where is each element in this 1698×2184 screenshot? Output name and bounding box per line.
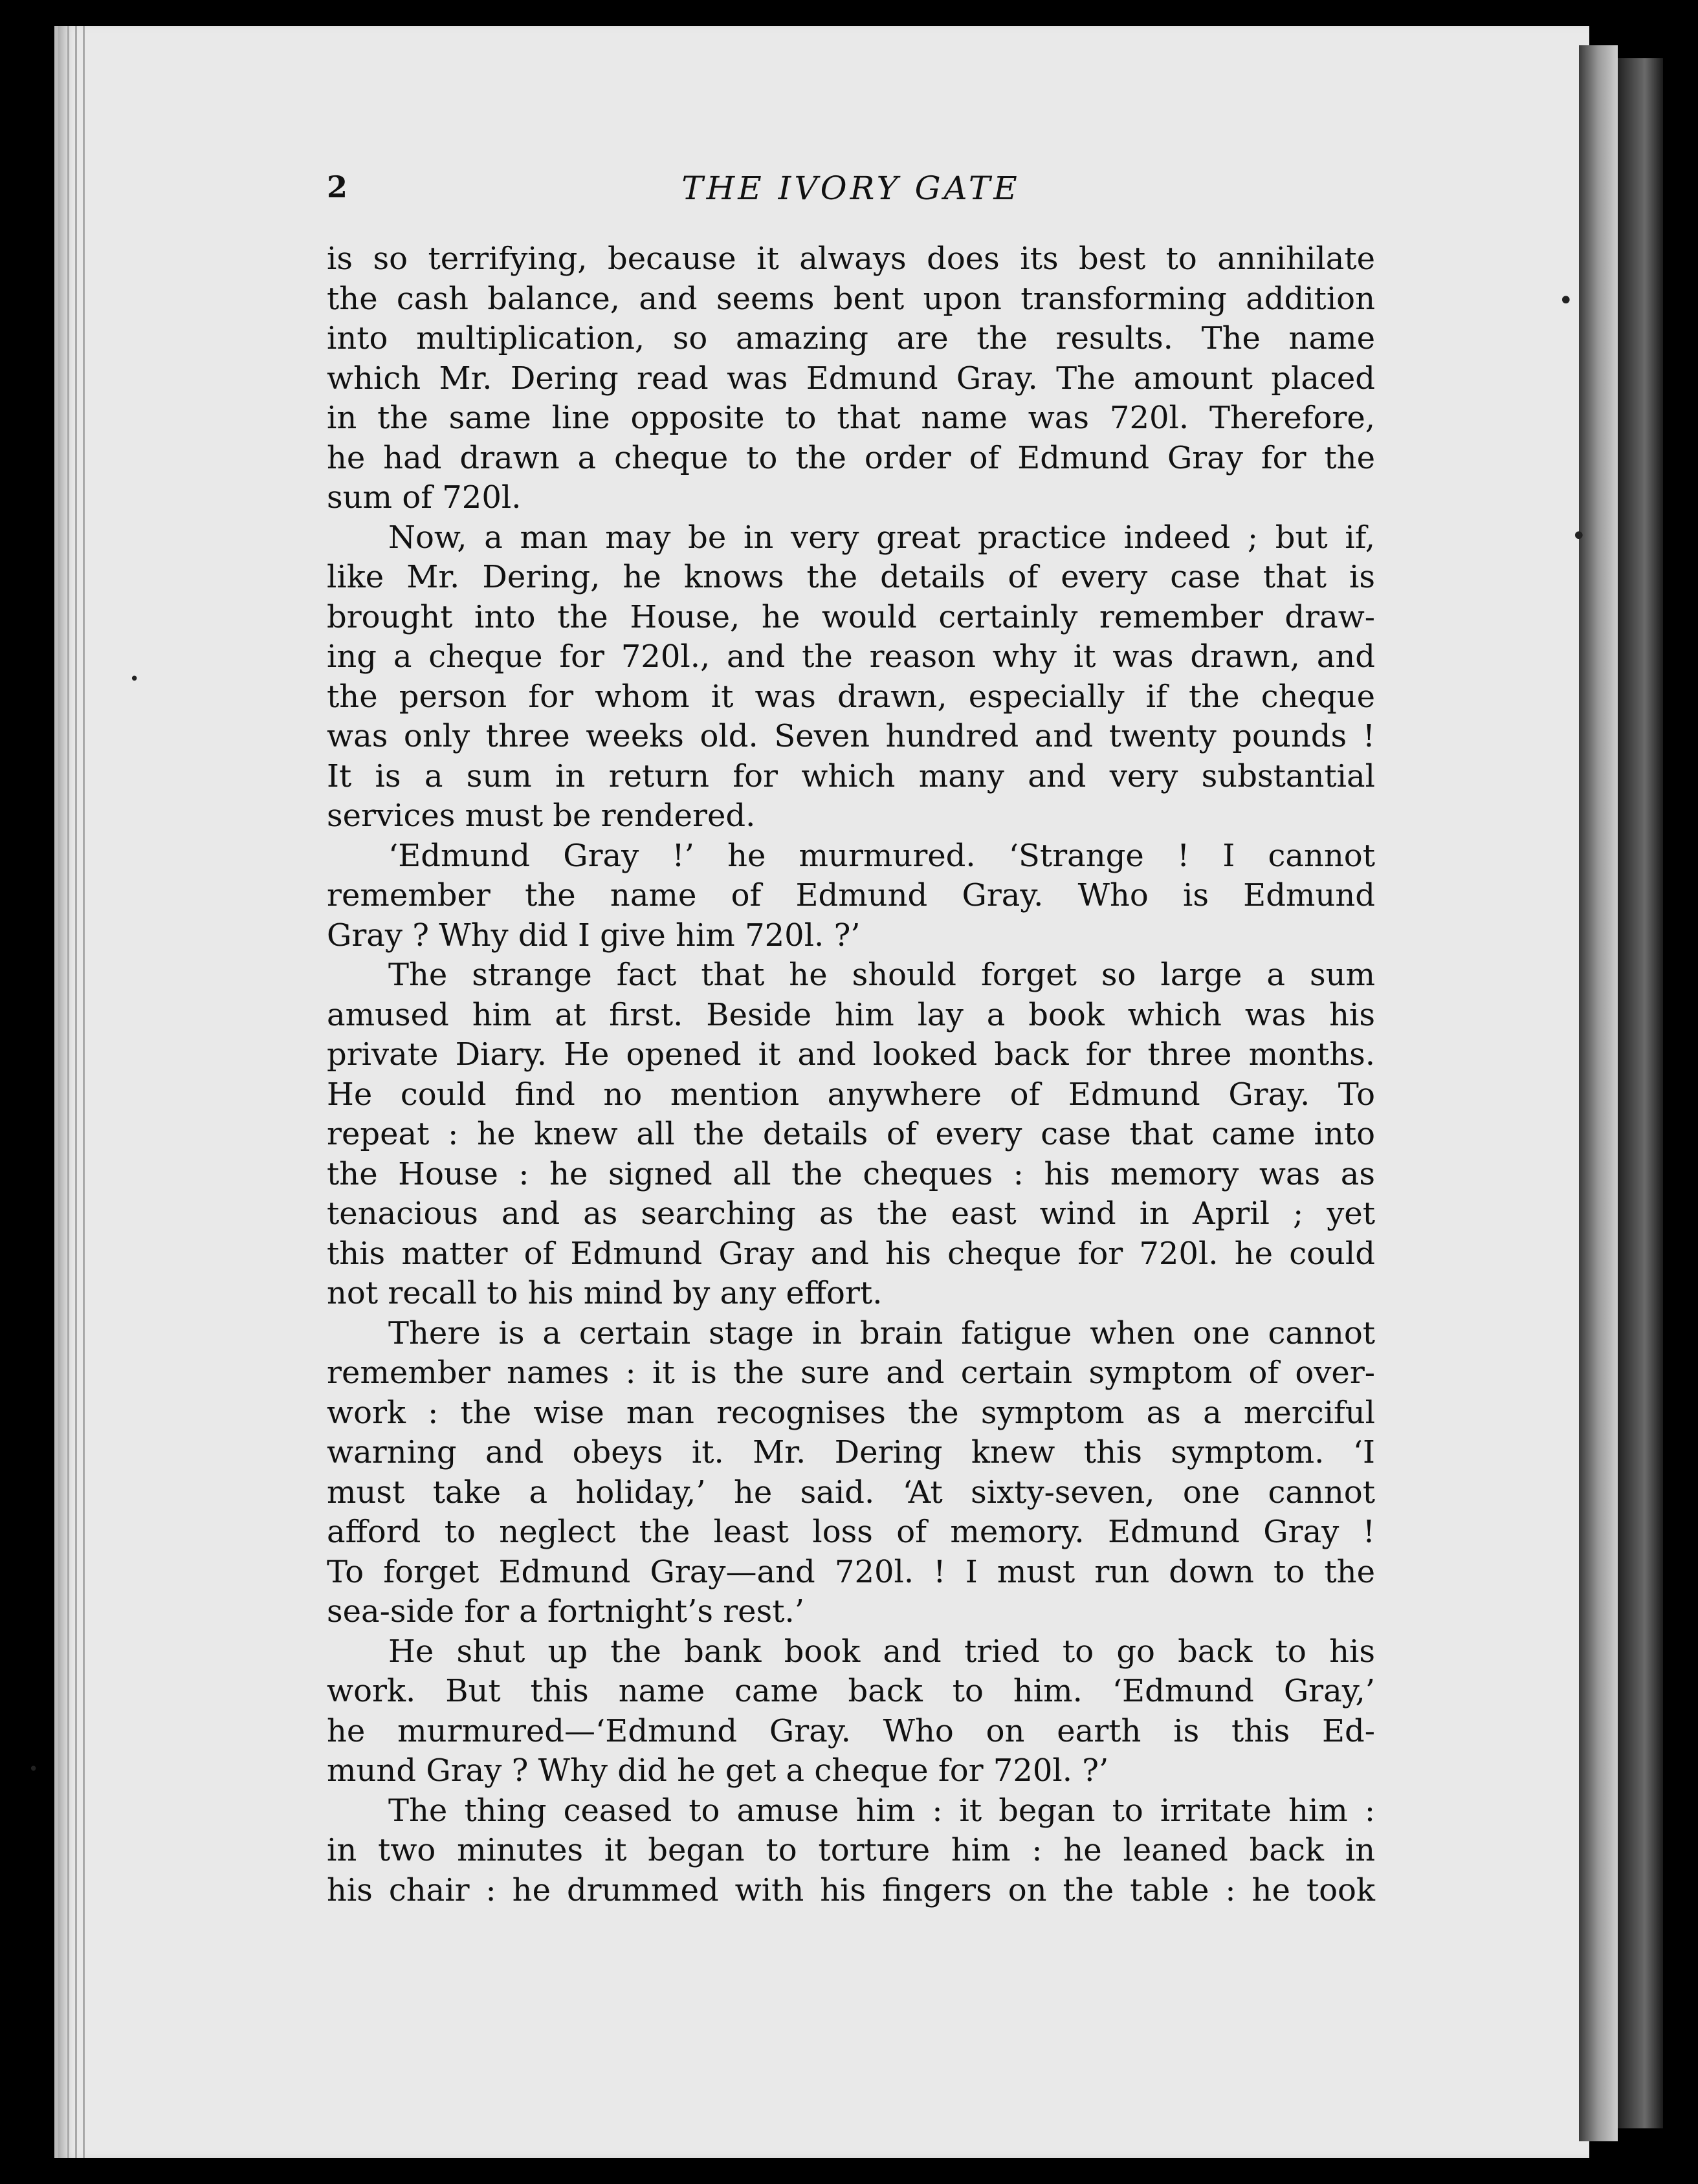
text-line: He shut up the bank book and tried to go back to his bbox=[388, 1633, 1375, 1670]
text-line: afford to neglect the least loss of memory. Edmund Gray ! bbox=[327, 1514, 1375, 1550]
text-line: ‘Edmund Gray !’ he murmured. ‘Strange ! I cannot bbox=[388, 837, 1375, 874]
text-line: It is a sum in return for which many and very substantial bbox=[327, 758, 1375, 794]
text-line: Now, a man may be in very great practice indeed ; but if, bbox=[388, 519, 1375, 556]
text-line: mund Gray ? Why did he get a cheque for 720l. ?’ bbox=[327, 1753, 1109, 1789]
text-line: this matter of Edmund Gray and his cheque for 720l. he could bbox=[327, 1235, 1375, 1272]
text-line: The strange fact that he should forget so large a sum bbox=[388, 957, 1375, 993]
page-number: 2 bbox=[327, 169, 348, 204]
page-edge-line bbox=[83, 26, 85, 2158]
page-edge-shadow bbox=[1579, 45, 1618, 2141]
text-line: work : the wise man recognises the symptom as a merciful bbox=[327, 1394, 1375, 1431]
text-line: into multiplication, so amazing are the results. The name bbox=[327, 320, 1375, 356]
text-line: like Mr. Dering, he knows the details of every case that is bbox=[327, 559, 1375, 595]
text-line: tenacious and as searching as the east wind in April ; yet bbox=[327, 1196, 1375, 1232]
page-edge-line bbox=[67, 26, 69, 2158]
text-line: the person for whom it was drawn, especially if the cheque bbox=[327, 678, 1375, 715]
body-text bbox=[327, 239, 1375, 1910]
text-line: There is a certain stage in brain fatigue when one cannot bbox=[388, 1315, 1375, 1351]
text-line: Gray ? Why did I give him 720l. ?’ bbox=[327, 917, 861, 954]
margin-speck: • bbox=[1571, 521, 1587, 551]
text-line: He could find no mention anywhere of Edmund Gray. To bbox=[327, 1076, 1375, 1113]
text-line: is so terrifying, because it always does its best to annihilate bbox=[327, 241, 1375, 277]
text-line: repeat : he knew all the details of every case that came into bbox=[327, 1116, 1375, 1152]
text-line: To forget Edmund Gray—and 720l. ! I must run down to the bbox=[327, 1553, 1375, 1590]
text-line: the House : he signed all the cheques : his memory was as bbox=[327, 1155, 1375, 1192]
text-line: his chair : he drummed with his fingers on the table : he took bbox=[327, 1872, 1375, 1908]
text-line: in two minutes it began to torture him : he leaned back in bbox=[327, 1832, 1375, 1868]
text-line: remember names : it is the sure and certain symptom of over- bbox=[327, 1355, 1375, 1391]
text-line: sum of 720l. bbox=[327, 479, 522, 516]
text-line: remember the name of Edmund Gray. Who is Edmund bbox=[327, 877, 1375, 913]
text-line: he had drawn a cheque to the order of Edmund Gray for the bbox=[327, 439, 1375, 476]
text-line: amused him at first. Beside him lay a book which was his bbox=[327, 996, 1375, 1033]
text-line: the cash balance, and seems bent upon transforming addition bbox=[327, 280, 1375, 317]
text-line: not recall to his mind by any effort. bbox=[327, 1275, 883, 1311]
text-line: brought into the House, he would certainly remember draw- bbox=[327, 598, 1375, 635]
text-line: he murmured—‘Edmund Gray. Who on earth is this Ed- bbox=[327, 1712, 1375, 1749]
text-line: private Diary. He opened it and looked back for three months. bbox=[327, 1036, 1375, 1073]
page-edge-line bbox=[75, 26, 77, 2158]
text-line: which Mr. Dering read was Edmund Gray. The amount placed bbox=[327, 360, 1375, 397]
page-header bbox=[327, 169, 1375, 215]
text-line: services must be rendered. bbox=[327, 798, 756, 834]
text-line: work. But this name came back to him. ‘Edmund Gray,’ bbox=[327, 1673, 1375, 1709]
margin-speck: • bbox=[28, 1760, 39, 1779]
text-line: in the same line opposite to that name was 720l. Therefore, bbox=[327, 400, 1375, 436]
text-line: must take a holiday,’ he said. ‘At sixty-seven, one cannot bbox=[327, 1474, 1375, 1511]
text-line: The thing ceased to amuse him : it began to irritate him : bbox=[388, 1792, 1375, 1829]
text-line: warning and obeys it. Mr. Dering knew this symptom. ‘I bbox=[327, 1434, 1375, 1470]
margin-speck: • bbox=[1558, 286, 1574, 316]
text-line: was only three weeks old. Seven hundred and twenty pounds ! bbox=[327, 718, 1375, 754]
margin-speck: • bbox=[129, 670, 140, 689]
binding-edge bbox=[1618, 58, 1663, 2128]
text-line: sea-side for a fortnight’s rest.’ bbox=[327, 1593, 805, 1630]
text-line: ing a cheque for 720l., and the reason why it was drawn, and bbox=[327, 639, 1375, 675]
running-title: THE IVORY GATE bbox=[681, 169, 1020, 207]
